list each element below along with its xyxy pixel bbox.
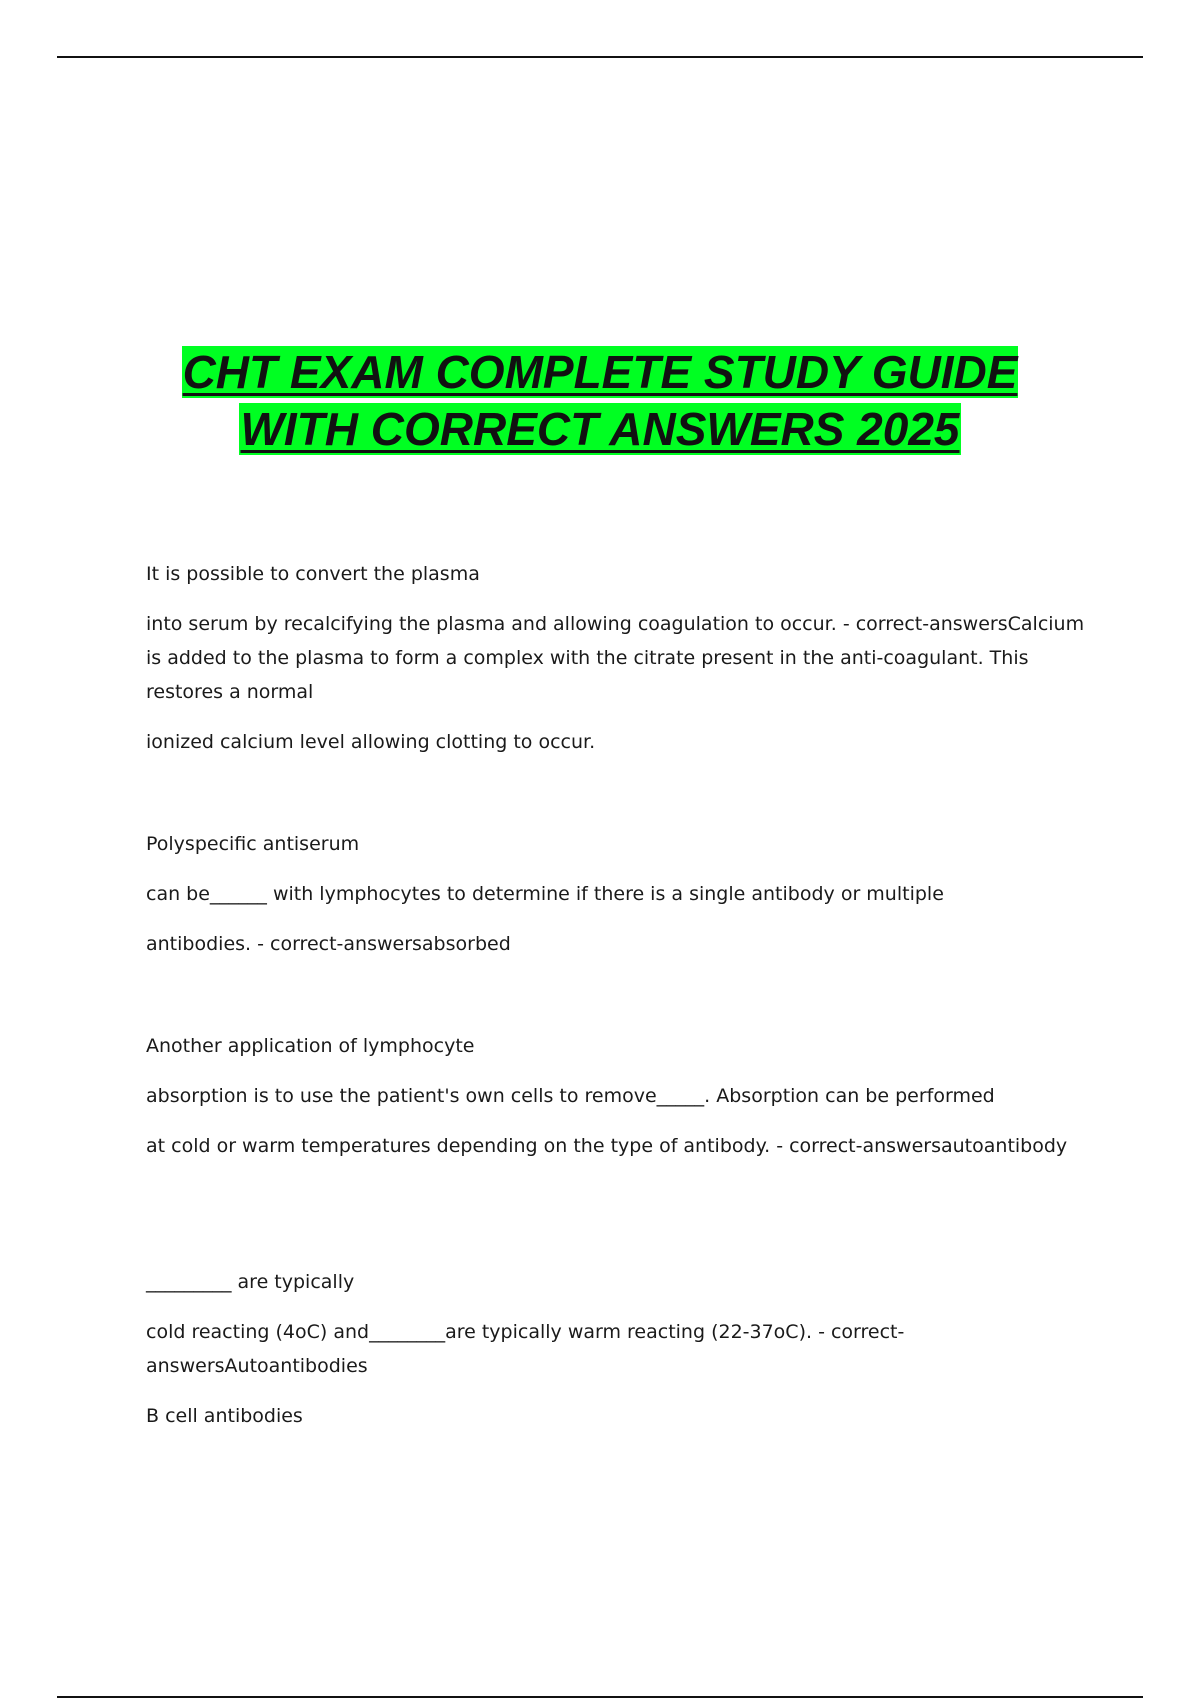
qa-question: It is possible to convert the plasma: [146, 563, 480, 585]
qa-text: cold reacting (4oC) and________are typically warm reacting (22-37oC). - correct-answersAutoantibodies: [146, 1321, 905, 1377]
qa-block-3: [146, 1029, 1086, 1179]
qa-block-4: [146, 1265, 1086, 1449]
qa-question: Another application of lymphocyte: [146, 1035, 475, 1057]
qa-block-1: [146, 557, 1086, 775]
qa-text: can be______ with lymphocytes to determine if there is a single antibody or multiple: [146, 883, 944, 905]
qa-text: into serum by recalcifying the plasma and allowing coagulation to occur. - correct-answersCalcium is added to the plasma to form a complex with the citrate present in the anti-coagulant. This restores a normal: [146, 613, 1085, 703]
qa-text: antibodies. - correct-answersabsorbed: [146, 933, 511, 955]
bottom-rule: [57, 1696, 1143, 1698]
qa-question: _________ are typically: [146, 1271, 355, 1293]
qa-text: absorption is to use the patient's own cells to remove_____. Absorption can be performed: [146, 1085, 995, 1107]
qa-text: B cell antibodies: [146, 1405, 303, 1427]
qa-question: Polyspecific antiserum: [146, 833, 360, 855]
qa-text: at cold or warm temperatures depending on the type of antibody. - correct-answersautoantibody: [146, 1135, 1068, 1157]
qa-text: ionized calcium level allowing clotting to occur.: [146, 731, 596, 753]
title-line-1: CHT EXAM COMPLETE STUDY GUIDE: [182, 346, 1018, 398]
qa-block-2: [146, 827, 1086, 977]
title-line-2: WITH CORRECT ANSWERS 2025: [240, 403, 960, 455]
